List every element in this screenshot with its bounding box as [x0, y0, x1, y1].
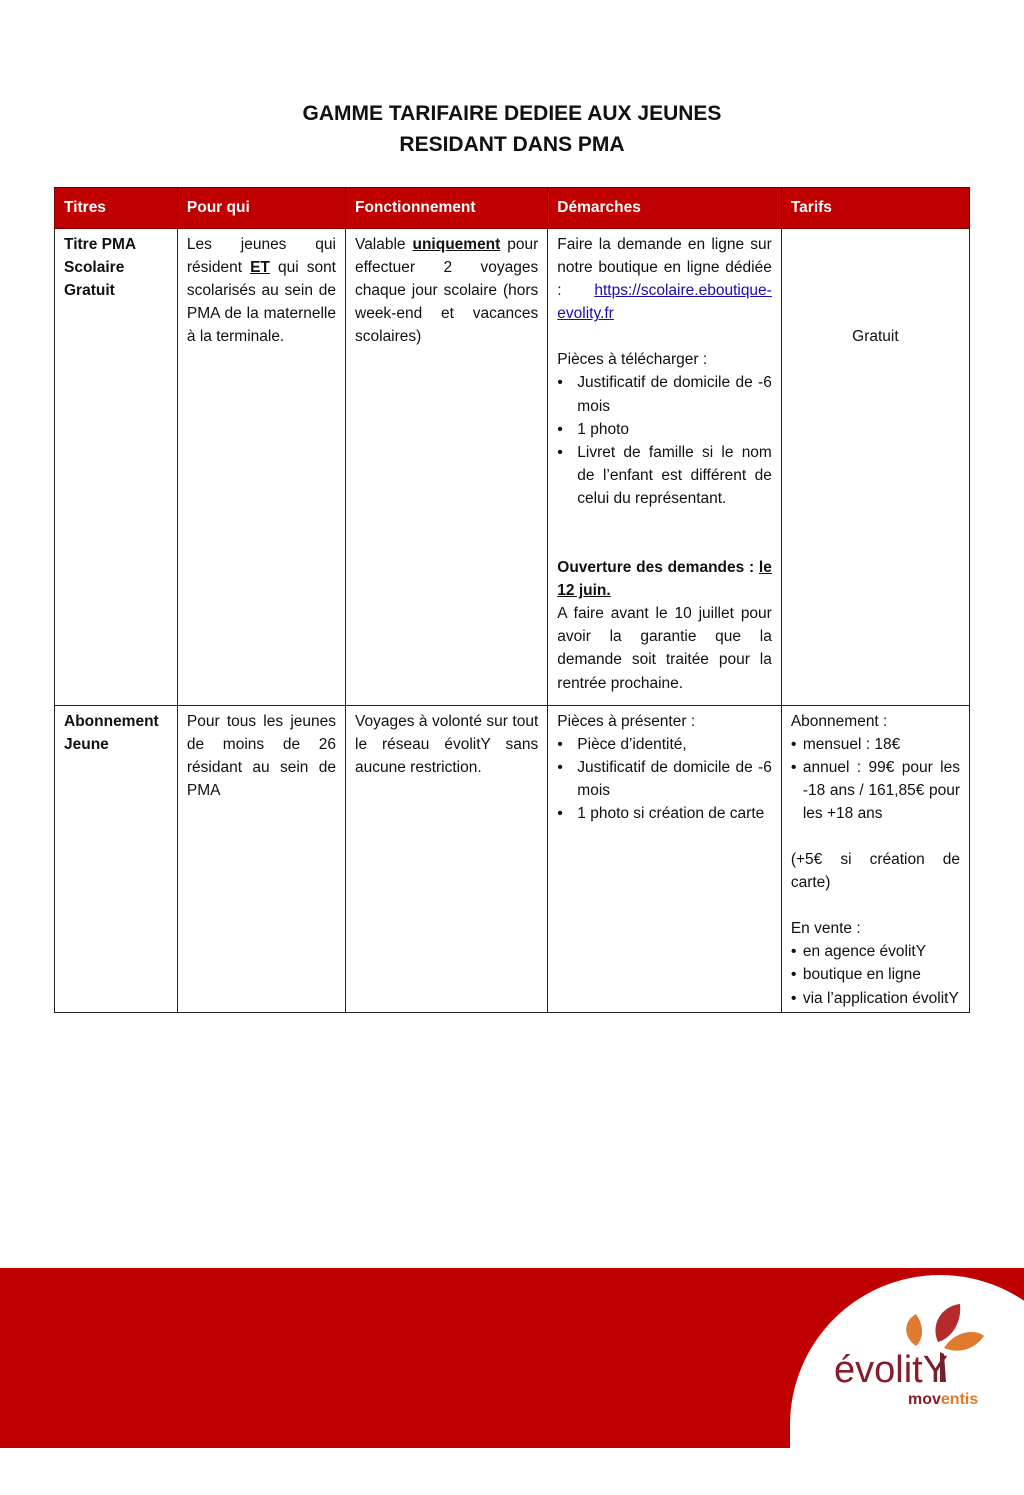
header-titres: Titres [55, 188, 178, 229]
logo-wordmark: évolitY [834, 1349, 949, 1391]
list-item: • mensuel : 18€ [803, 733, 960, 756]
cell-fonctionnement-abonnement: Voyages à volonté sur tout le réseau évolitY sans aucune restriction. [346, 705, 548, 1012]
cell-titre-abonnement [55, 705, 178, 1012]
text: Valable [355, 236, 413, 253]
titre-line: Abonnement [64, 712, 159, 730]
titre-line [64, 233, 168, 256]
creation-note: (+5€ si création de carte) [790, 851, 960, 892]
cell-fonctionnement-scolaire [346, 229, 548, 706]
table-row [55, 229, 970, 706]
titre-line: Jeune [64, 735, 109, 753]
list-item: • en agence évolitY [803, 940, 960, 963]
ouverture-date: le 12 juin. [557, 559, 772, 600]
header-tarifs: Tarifs [781, 188, 969, 229]
pieces-label: Pièces à télécharger : [557, 351, 708, 369]
cell-tarif-scolaire [781, 229, 969, 706]
document-title [0, 98, 1024, 160]
emphasis-et: ET [250, 259, 270, 277]
header-fonctionnement: Fonctionnement [346, 188, 548, 229]
title-line-1: GAMME TARIFAIRE DEDIEE AUX JEUNES [302, 102, 722, 125]
demarches-intro [557, 233, 772, 325]
boutique-link[interactable]: https://scolaire.eboutique-evolity.fr [557, 282, 772, 323]
list-item: • Pièce d’identité, [577, 733, 772, 756]
list-item: • Justificatif de domicile de -6 mois [577, 756, 772, 802]
cell-demarches-abonnement [548, 705, 782, 1012]
text: Faire la demande en ligne sur notre boutique en ligne dédiée : [557, 236, 772, 300]
pieces-list [557, 733, 772, 825]
tarif-gratuit: Gratuit [852, 328, 899, 345]
table-row [55, 705, 970, 1012]
cell-pour-qui-abonnement: Pour tous les jeunes de moins de 26 résidant au sein de PMA [177, 705, 345, 1012]
abonnement-label: Abonnement : [790, 712, 888, 730]
header-demarches: Démarches [548, 188, 782, 229]
ouverture [557, 556, 772, 602]
tarif-list [791, 733, 960, 825]
list-item: • Livret de famille si le nom de l’enfant est différent de celui du représentant. [577, 441, 772, 510]
cell-pour-qui-scolaire [177, 229, 345, 706]
titre-text: Titre PMA [64, 236, 137, 253]
vente-label: En vente : [790, 920, 861, 938]
header-pour-qui: Pour qui [177, 188, 345, 229]
leaf-orange-icon [906, 1314, 922, 1346]
pieces-label: Pièces à présenter : [557, 712, 696, 730]
list-item: • 1 photo si création de carte [577, 802, 772, 825]
ouverture-label: Ouverture des demandes : [557, 559, 759, 577]
pieces-list [557, 371, 772, 510]
titre-line: Scolaire [64, 259, 125, 277]
table-header-row [55, 188, 970, 229]
list-item: • 1 photo [577, 418, 772, 441]
leaf-orange-2-icon [944, 1332, 984, 1351]
fare-table [54, 187, 970, 1013]
list-item: • Justificatif de domicile de -6 mois [577, 371, 772, 417]
cell-tarif-abonnement [781, 705, 969, 1012]
list-item: • via l’application évolitY [803, 987, 960, 1010]
cell-titre-scolaire [55, 229, 178, 706]
demande-note: A faire avant le 10 juillet pour avoir la garantie que la demande soit traitée pour la rentrée prochaine. [557, 605, 772, 692]
vente-list [791, 940, 960, 1009]
logo-subtitle: moventis [908, 1391, 979, 1408]
cell-demarches-scolaire [548, 229, 782, 706]
text: pour effectuer 2 voyages chaque jour scolaire (hors week-end et vacances scolaires) [355, 236, 539, 346]
titre-line: Gratuit [64, 282, 115, 300]
title-line-2: RESIDANT DANS PMA [399, 133, 625, 156]
list-item: • annuel : 99€ pour les -18 ans / 161,85€ pour les +18 ans [803, 756, 960, 825]
emphasis-uniquement: uniquement [412, 236, 501, 253]
text: qui sont scolarisés au sein de PMA de la maternelle à la terminale. [186, 259, 336, 346]
evolity-logo [820, 1296, 1010, 1426]
list-item: • boutique en ligne [803, 963, 960, 986]
text: Les jeunes qui résident [186, 236, 336, 277]
